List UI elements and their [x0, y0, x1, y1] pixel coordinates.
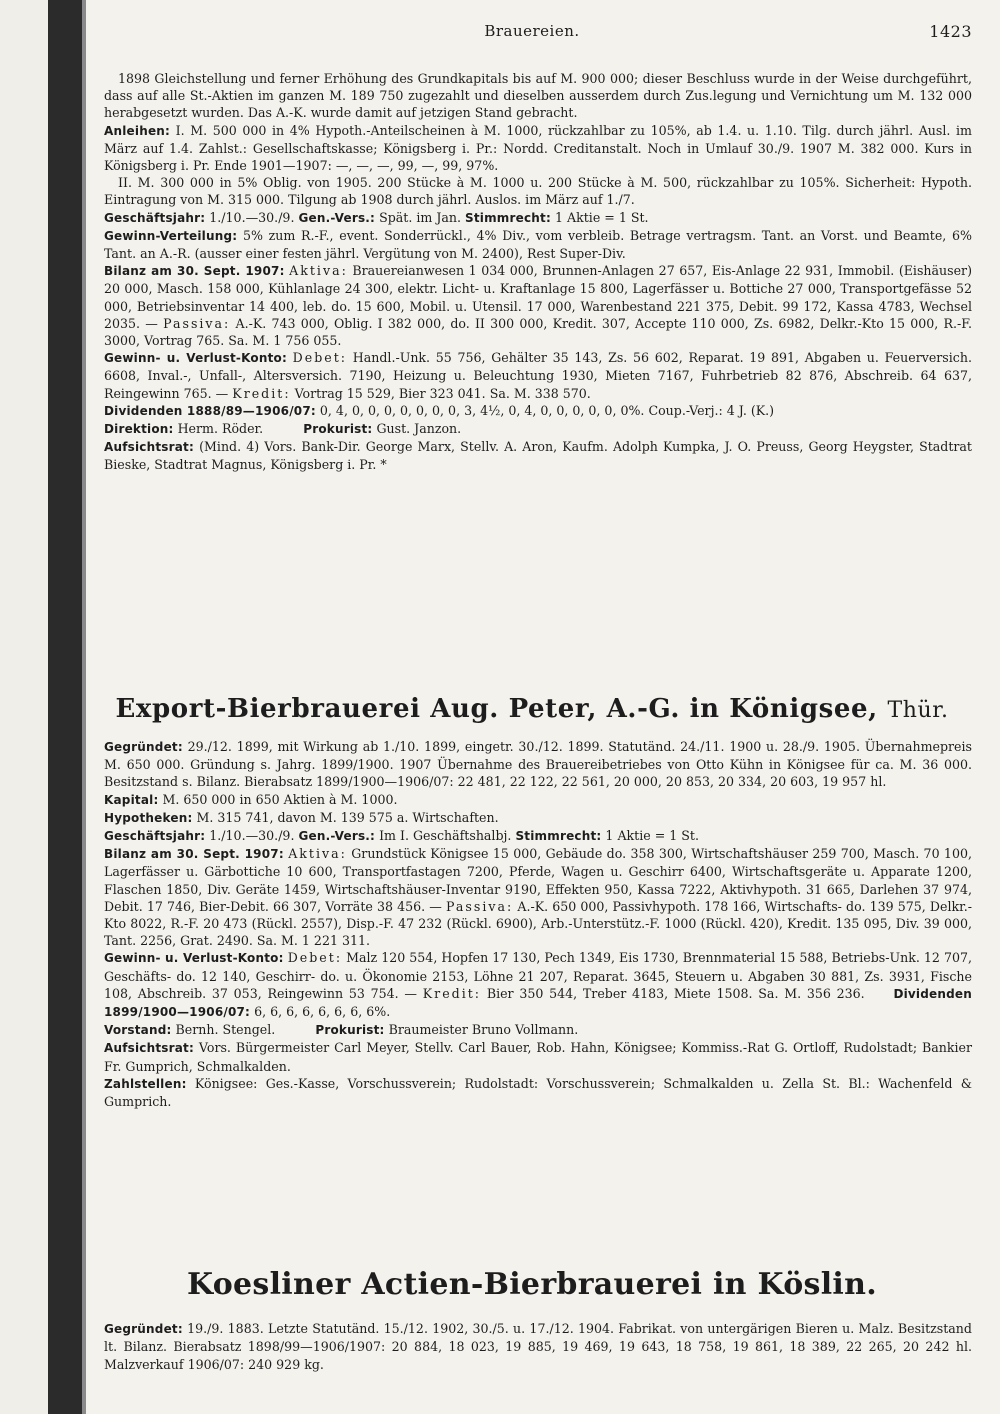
running-header [92, 22, 972, 46]
geschaeftsjahr-paragraph: Geschäftsjahr: 1./10.—30./9. Gen.-Vers.: Spät. im Jan. Stimmrecht: 1 Aktie = 1 St. [104, 209, 649, 225]
entry-koesliner [104, 1320, 972, 1374]
company-heading-export-bierbrauerei: Export-Bierbrauerei Aug. Peter, A.-G. in Königsee, Thür. [115, 694, 949, 724]
bilanz-paragraph: Bilanz am 30. Sept. 1907: Aktiva: Grundstück Königsee 15 000, Gebäude do. 358 300, Wirtschaftshäuser 259 700, Masch. 70 100, Lagerfässer u. Gärbottiche 10 600, Transportfastagen 7200, Pferde, Wagen u. Geschirr 6400, Wirtschaftsgeräte u. Apparate 1200, Flaschen 1850, Div. Geräte 1459, Wirtschaftshäuser-Inventar 9190, Effekten 950, Kassa 7222, Aktivhypoth. 31 665, Darlehen 37 974, Debit. 17 746, Bier-Debit. 66 307, Vorräte 38 456. — Passiva: A.-K. 650 000, Passivhypoth. 178 166, Wirtschafts- do. 139 575, Delkr.-Kto 8022, R.-F. 20 473 (Rückl. 2557), Disp.-F. 47 232 (Rückl. 6900), Arb.-Unterstütz.-F. 1000 (Rückl. 420), Kredit. 135 095, Div. 39 000, Tant. 2256, Grat. 2490. Sa. M. 1 221 311. [104, 846, 972, 949]
guv-paragraph: Gewinn- u. Verlust-Konto: Debet: Malz 120 554, Hopfen 17 130, Pech 1349, Eis 1730, Brennmaterial 15 588, Betriebs-Unk. 12 707, Geschäfts- do. 12 140, Geschirr- do. u. Ökonomie 2153, Löhne 21 207, Reparat. 3645, Steuern u. Abgaben 30 881, Zs. 3931, Fische 108, Abschreib. 37 053, Reingewinn 53 754. — Kredit: Bier 350 544, Treber 4183, Miete 1508. Sa. M. 356 236. Dividenden 1899/1900—1906/07: 6, 6, 6, 6, 6, 6, 6, 6%. [104, 950, 973, 1020]
entry-continuation [104, 70, 972, 474]
anleihen-paragraph: Anleihen: I. M. 500 000 in 4% Hypoth.-Anteilscheinen à M. 1000, rückzahlbar zu 105%, ab 1.4. u. 1.10. Tilg. durch jährl. Ausl. im März auf 1.4. Zahlst.: Gesellschaftskasse; Königsberg i. Pr.: Nordd. Creditanstalt. Noch in Umlauf 30./9. 1907 M. 382 000. Kurs in Königsberg i. Pr. Ende 1901—1907: —, —, —, 99, —, 99, 97%. [104, 122, 972, 174]
book-gutter [48, 0, 82, 1414]
document-page [92, 0, 972, 1414]
entry-export-bierbrauerei [104, 738, 972, 1110]
aufsichtsrat-paragraph: Aufsichtsrat: Vors. Bürgermeister Carl Meyer, Stellv. Carl Bauer, Rob. Hahn, Königsee; Kommiss.-Rat G. Ortloff, Rudolstadt; Bankier Fr. Gumprich, Schmalkalden. [104, 1040, 972, 1074]
geschaeftsjahr-paragraph: Geschäftsjahr: 1./10.—30./9. Gen.-Vers.: Im I. Geschäftshalbj. Stimmrecht: 1 Aktie = 1 St. [104, 828, 699, 844]
gegruendet-paragraph: Gegründet: 29./12. 1899, mit Wirkung ab 1./10. 1899, eingetr. 30./12. 1899. Statutänd. 24./11. 1900 u. 28./9. 1905. Übernahmepreis M. 650 000. Gründung s. Jahrg. 1899/1900. 1907 Übernahme des Brauereibetriebes von Otto Kühn in Königsee für ca. M. 36 000. Besitzstand s. Bilanz. Bierabsatz 1899/1900—1906/07: 22 481, 22 122, 22 561, 20 000, 20 853, 20 334, 20 603, 19 957 hl. [104, 739, 973, 790]
guv-paragraph: Gewinn- u. Verlust-Konto: Debet: Handl.-Unk. 55 756, Gehälter 35 143, Zs. 56 602, Reparat. 19 891, Abgaben u. Feuerversich. 6608, Inval.-, Unfall-, Altersversich. 7190, Heizung u. Beleuchtung 1930, Mieten 7167, Fuhrbetrieb 82 876, Abschreib. 64 637, Reingewinn 765. — Kredit: Vortrag 15 529, Bier 323 041. Sa. M. 338 570. [104, 350, 972, 401]
direktion-paragraph: Direktion: Herm. Röder. Prokurist: Gust. Janzon. [104, 421, 462, 437]
aufsichtsrat-paragraph: Aufsichtsrat: (Mind. 4) Vors. Bank-Dir. George Marx, Stellv. A. Aron, Kaufm. Adolph Kumpka, J. O. Preuss, Georg Heygster, Stadtrat Bieske, Stadtrat Magnus, Königsberg i. Pr. * [104, 439, 972, 473]
kapital-paragraph: Kapital: M. 650 000 in 650 Aktien à M. 1000. [104, 791, 398, 807]
company-heading-koesliner: Koesliner Actien-Bierbrauerei in Köslin. [186, 1267, 877, 1302]
dividenden-paragraph: Dividenden 1888/89—1906/07: 0, 4, 0, 0, 0, 0, 0, 0, 0, 3, 4½, 0, 4, 0, 0, 0, 0, 0, 0%. Coup.-Verj.: 4 J. (K.) [104, 402, 775, 418]
history-paragraph: 1898 Gleichstellung und ferner Erhöhung des Grundkapitals bis auf M. 900 000; dieser Beschluss wurde in der Weise durchgeführt, dass auf alle St.-Aktien im ganzen M. 189 750 zugezahlt und dieselben ausserdem durch Zus.legung und Vernichtung um M. 132 000 herabgesetzt wurden. Das A.-K. wurde damit auf jetzigen Stand gebracht. [104, 71, 972, 121]
facing-page-margin [0, 0, 48, 1414]
page-number: 1423 [929, 22, 972, 41]
gegruendet-paragraph: Gegründet: 19./9. 1883. Letzte Statutänd. 15./12. 1902, 30./5. u. 17./12. 1904. Fabrikat. von untergärigen Bieren u. Malz. Besitzstand lt. Bilanz. Bierabsatz 1898/99—1906/1907: 20 884, 18 023, 19 885, 19 469, 19 643, 18 758, 19 861, 18 389, 22 265, 20 242 hl. Malzverkauf 1906/07: 240 929 kg. [104, 1321, 972, 1372]
anleihen-ii-paragraph: II. M. 300 000 in 5% Oblig. von 1905. 200 Stücke à M. 1000 u. 200 Stücke à M. 500, rückzahlbar zu 105%. Sicherheit: Hypoth. Eintragung von M. 315 000. Tilgung ab 1908 durch jährl. Auslos. im März auf 1./7. [104, 175, 972, 208]
vorstand-paragraph: Vorstand: Bernh. Stengel. Prokurist: Braumeister Bruno Vollmann. [104, 1022, 579, 1038]
gewinnverteilung-paragraph: Gewinn-Verteilung: 5% zum R.-F., event. Sonderrückl., 4% Div., vom verbleib. Betrage vertragsm. Tant. an Vorst. und Beamte, 6% Tant. an A.-R. (ausser einer festen jährl. Vergütung von M. 2400), Rest Super-Div. [104, 227, 972, 262]
hypotheken-paragraph: Hypotheken: M. 315 741, davon M. 139 575 a. Wirtschaften. [104, 809, 499, 825]
running-title: Brauereien. [484, 22, 580, 40]
zahlstellen-paragraph: Zahlstellen: Königsee: Ges.-Kasse, Vorschussverein; Rudolstadt: Vorschussverein; Schmalkalden u. Zella St. Bl.: Wachenfeld & Gumprich. [104, 1075, 972, 1110]
bilanz-paragraph: Bilanz am 30. Sept. 1907: Aktiva: Brauereianwesen 1 034 000, Brunnen-Anlagen 27 657, Eis-Anlage 22 931, Immobil. (Eishäuser) 20 000, Masch. 158 000, Kühlanlage 24 300, elektr. Licht- u. Kraftanlage 15 800, Lagerfässer u. Bottiche 27 000, Transportgefässe 52 000, Betriebsinventar 14 400, leb. do. 15 600, Mobil. u. Utensil. 17 000, Warenbestand 221 375, Debit. 99 172, Kassa 4783, Wechsel 2035. — Passiva: A.-K. 743 000, Oblig. I 382 000, do. II 300 000, Kredit. 307, Accepte 110 000, Zs. 6982, Delkr.-Kto 15 000, R.-F. 3000, Vortrag 765. Sa. M. 1 756 055. [104, 263, 972, 349]
